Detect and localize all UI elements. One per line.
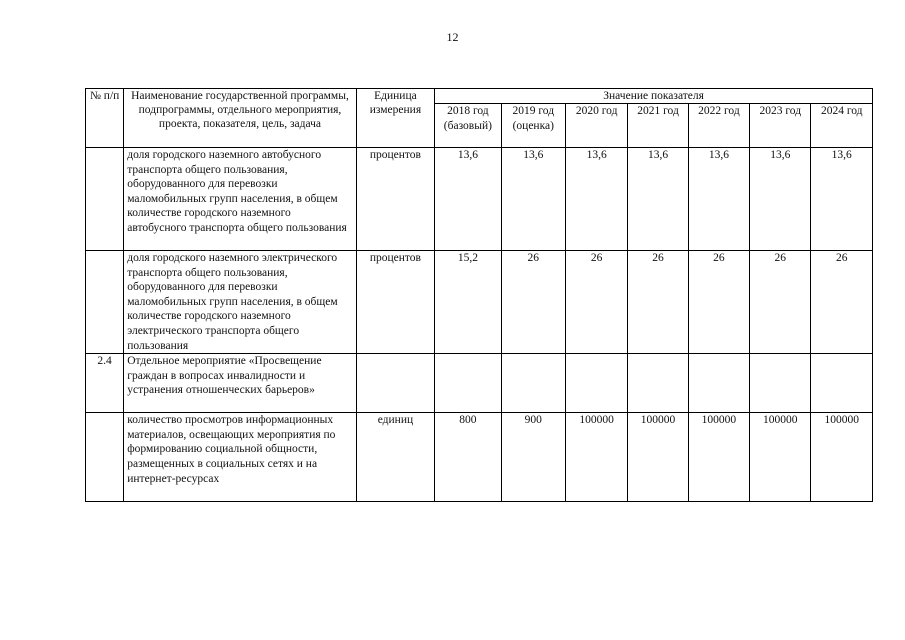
value-cell (628, 354, 688, 413)
value-cell (688, 354, 749, 413)
row-name: Отдельное мероприятие «Просвещение граждан в вопросах инвалидности и устранения отношенческих барьеров» (124, 354, 356, 413)
header-unit: Единица измерения (356, 89, 434, 148)
value-cell (750, 354, 811, 413)
value-cell: 26 (750, 251, 811, 354)
row-unit: процентов (356, 251, 434, 354)
header-year-2018: 2018 год (базовый) (435, 104, 501, 148)
row-unit (356, 354, 434, 413)
header-year-2023: 2023 год (750, 104, 811, 148)
row-unit: процентов (356, 148, 434, 251)
table-row (86, 413, 873, 502)
table-row (86, 251, 873, 354)
value-cell: 26 (501, 251, 565, 354)
row-unit: единиц (356, 413, 434, 502)
header-index: № п/п (86, 89, 124, 148)
row-name: доля городского наземного автобусного транспорта общего пользования, оборудованного для перевозки маломобильных групп населения, в общем количестве городского наземного автобусного транспорта общего пользования (124, 148, 356, 251)
header-year-2019: 2019 год (оценка) (501, 104, 565, 148)
header-value-group: Значение показателя (435, 89, 873, 104)
value-cell: 13,6 (501, 148, 565, 251)
row-index (86, 148, 124, 251)
value-cell: 100000 (811, 413, 873, 502)
value-cell: 100000 (688, 413, 749, 502)
table-row (86, 354, 873, 413)
value-cell (501, 354, 565, 413)
value-cell: 26 (565, 251, 627, 354)
value-cell: 26 (628, 251, 688, 354)
header-year-2022: 2022 год (688, 104, 749, 148)
value-cell: 900 (501, 413, 565, 502)
value-cell (811, 354, 873, 413)
value-cell: 13,6 (811, 148, 873, 251)
header-name: Наименование государственной программы, подпрограммы, отдельного мероприятия, проекта, показателя, цель, задача (124, 89, 356, 148)
row-name: количество просмотров информационных материалов, освещающих мероприятия по формированию социальной общности, размещенных в социальных сетях и на интернет-ресурсах (124, 413, 356, 502)
value-cell: 100000 (565, 413, 627, 502)
header-year-2021: 2021 год (628, 104, 688, 148)
row-name: доля городского наземного электрического транспорта общего пользования, оборудованного для перевозки маломобильных групп населения, в общем количестве городского наземного электрического транспорта общего пользования (124, 251, 356, 354)
value-cell (435, 354, 501, 413)
row-index (86, 413, 124, 502)
value-cell: 13,6 (688, 148, 749, 251)
value-cell: 26 (811, 251, 873, 354)
value-cell: 15,2 (435, 251, 501, 354)
value-cell: 100000 (750, 413, 811, 502)
value-cell: 800 (435, 413, 501, 502)
value-cell: 13,6 (435, 148, 501, 251)
table-row (86, 148, 873, 251)
value-cell (565, 354, 627, 413)
row-index: 2.4 (86, 354, 124, 413)
page-number: 12 (446, 30, 459, 44)
indicator-table (85, 88, 873, 502)
value-cell: 26 (688, 251, 749, 354)
value-cell: 13,6 (628, 148, 688, 251)
value-cell: 13,6 (565, 148, 627, 251)
header-year-2020: 2020 год (565, 104, 627, 148)
row-index (86, 251, 124, 354)
header-year-2024: 2024 год (811, 104, 873, 148)
value-cell: 100000 (628, 413, 688, 502)
value-cell: 13,6 (750, 148, 811, 251)
